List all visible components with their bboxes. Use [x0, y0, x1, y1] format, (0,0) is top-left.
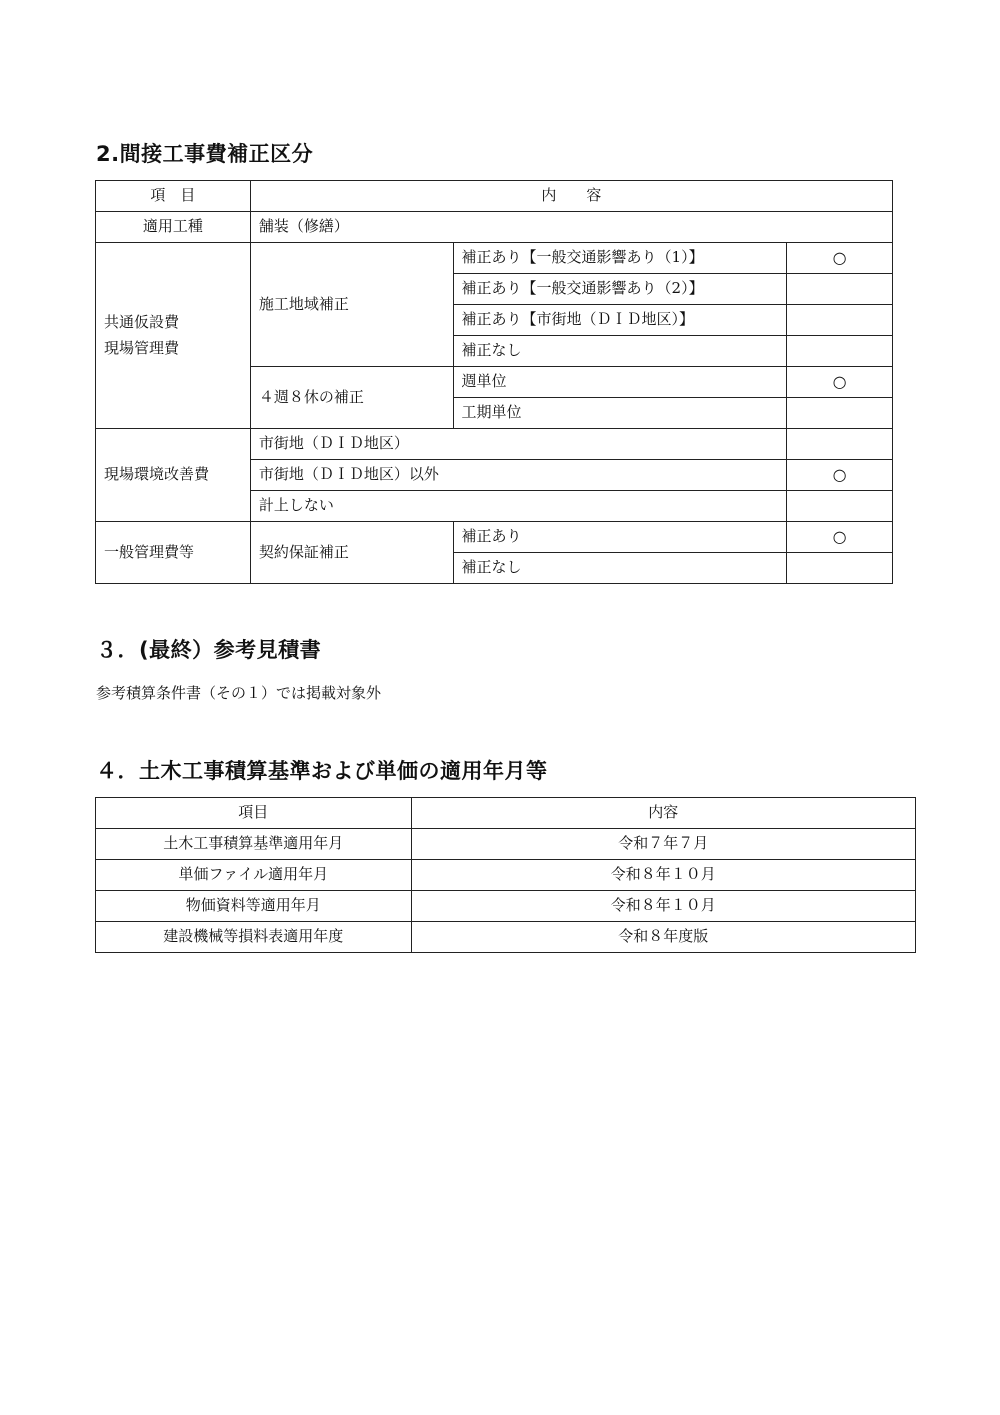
row-item: 単価ファイル適用年月: [96, 860, 412, 891]
general-admin-label: 一般管理費等: [96, 522, 251, 584]
header-content: 内 容: [250, 181, 892, 212]
header-item: 項目: [96, 798, 412, 829]
area-option-1: 補正あり【一般交通影響あり（1）】: [453, 243, 787, 274]
contract-option-2-mark: [787, 553, 893, 584]
contract-option-1-mark: ○: [787, 522, 893, 553]
section3-text: 参考積算条件書（その１）では掲載対象外: [96, 684, 382, 702]
row-item: 建設機械等損料表適用年度: [96, 922, 412, 953]
env-option-2-mark: ○: [787, 460, 893, 491]
table-row: [96, 922, 916, 953]
row-content: 令和７年７月: [411, 829, 915, 860]
area-option-4-mark: [787, 336, 893, 367]
area-correction-label: 施工地域補正: [250, 243, 453, 367]
header-content: 内容: [411, 798, 915, 829]
indirect-cost-correction-table: [95, 180, 893, 584]
contract-correction-label: 契約保証補正: [250, 522, 453, 584]
applied-type-label: 適用工種: [96, 212, 251, 243]
env-option-2: 市街地（ＤＩＤ地区）以外: [250, 460, 786, 491]
table-row: [96, 891, 916, 922]
common-cost-label: [96, 243, 251, 429]
env-option-3: 計上しない: [250, 491, 786, 522]
row-item: 物価資料等適用年月: [96, 891, 412, 922]
header-item: 項 目: [96, 181, 251, 212]
contract-option-1: 補正あり: [453, 522, 787, 553]
table-header-row: [96, 181, 893, 212]
area-option-3-mark: [787, 305, 893, 336]
area-option-2: 補正あり【一般交通影響あり（2）】: [453, 274, 787, 305]
section2-title: 2.間接工事費補正区分: [96, 142, 314, 166]
applied-type-value: 舗装（修繕）: [250, 212, 892, 243]
table-row: [96, 243, 893, 274]
table-header-row: [96, 798, 916, 829]
row-content: 令和８年度版: [411, 922, 915, 953]
area-option-4: 補正なし: [453, 336, 787, 367]
week-option-1-mark: ○: [787, 367, 893, 398]
common-label-line1: 共通仮設費: [104, 313, 180, 331]
row-content: 令和８年１０月: [411, 860, 915, 891]
area-option-1-mark: ○: [787, 243, 893, 274]
env-improvement-label: 現場環境改善費: [96, 429, 251, 522]
week-option-2: 工期単位: [453, 398, 787, 429]
section3-title: ３．(最終）参考見積書: [96, 638, 322, 662]
week-option-2-mark: [787, 398, 893, 429]
row-item: 土木工事積算基準適用年月: [96, 829, 412, 860]
section4-title: ４．土木工事積算基準および単価の適用年月等: [96, 759, 548, 783]
area-option-2-mark: [787, 274, 893, 305]
table-row: [96, 829, 916, 860]
table-row: [96, 212, 893, 243]
area-option-3: 補正あり【市街地（ＤＩＤ地区）】: [453, 305, 787, 336]
env-option-1: 市街地（ＤＩＤ地区）: [250, 429, 786, 460]
env-option-3-mark: [787, 491, 893, 522]
table-row: [96, 860, 916, 891]
common-label-line2: 現場管理費: [104, 338, 180, 357]
applicable-date-table: [95, 797, 916, 953]
table-row: [96, 522, 893, 553]
table-row: [96, 429, 893, 460]
env-option-1-mark: [787, 429, 893, 460]
contract-option-2: 補正なし: [453, 553, 787, 584]
row-content: 令和８年１０月: [411, 891, 915, 922]
week-correction-label: ４週８休の補正: [250, 367, 453, 429]
week-option-1: 週単位: [453, 367, 787, 398]
